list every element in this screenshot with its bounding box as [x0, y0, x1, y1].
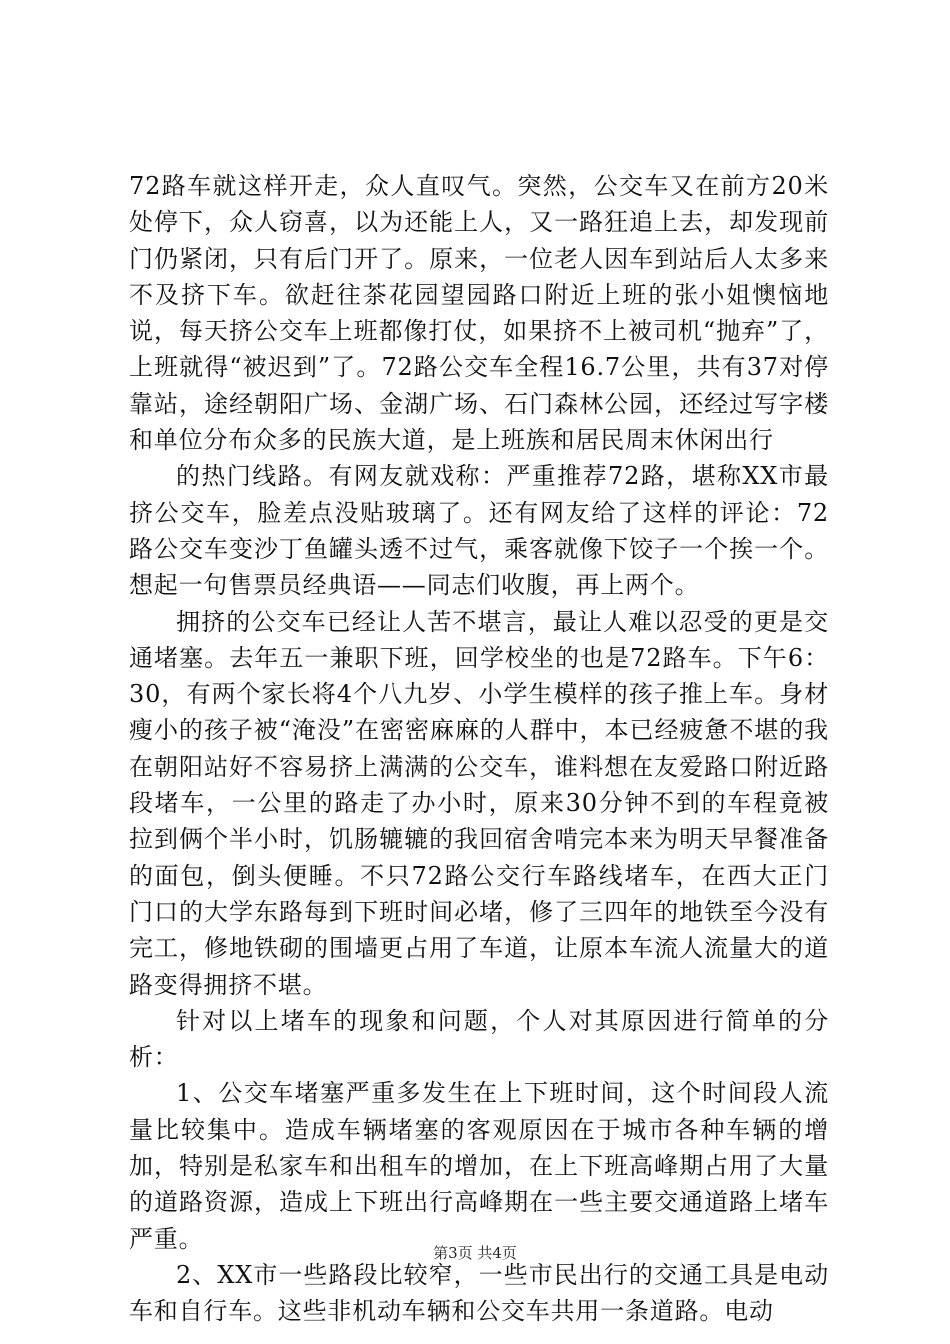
paragraph-6: 2、XX市一些路段比较窄，一些市民出行的交通工具是电动车和自行车。这些非机动车辆和公交车共用一条道路。电动 — [129, 1260, 829, 1326]
paragraph-5: 1、公交车堵塞严重多发生在上下班时间，这个时间段人流量比较集中。造成车辆堵塞的客观原因在于城市各种车辆的增加，特别是私家车和出租车的增加，在上下班高峰期占用了大量的道路资源，造成上下班出行高峰期在一些主要交通道路上堵车严重。 — [129, 1079, 829, 1253]
page-footer: 第3页 共4页 — [433, 1244, 517, 1262]
body-text — [129, 168, 829, 1330]
paragraph-2: 的热门线路。有网友就戏称：严重推荐72路，堪称XX市最挤公交车，脸差点没贴玻璃了。还有网友给了这样的评论：72路公交车变沙丁鱼罐头透不过气，乘客就像下饺子一个挨一个。想起一句售票员经典语——同志们收腹，再上两个。 — [129, 462, 829, 600]
paragraph-3: 拥挤的公交车已经让人苦不堪言，最让人难以忍受的更是交通堵塞。去年五一兼职下班，回学校坐的也是72路车。下午6：30，有两个家长将4个八九岁、小学生模样的孩子推上车。身材瘦小的孩子被“淹没”在密密麻麻的人群中，本已经疲惫不堪的我在朝阳站好不容易挤上满满的公交车，谁料想在友爱路口附近路段堵车，一公里的路走了办小时，原来30分钟不到的车程竟被拉到俩个半小时，饥肠辘辘的我回宿舍啃完本来为明天早餐准备的面包，倒头便睡。不只72路公交行车路线堵车，在西大正门门口的大学东路每到下班时间必堵，修了三四年的地铁至今没有完工，修地铁砌的围墙更占用了车道，让原本车流人流量大的道路变得拥挤不堪。 — [129, 607, 829, 999]
paragraph-1: 72路车就这样开走，众人直叹气。突然，公交车又在前方20米处停下，众人窃喜，以为还能上人，又一路狂追上去，却发现前门仍紧闭，只有后门开了。原来，一位老人因车到站后人太多来不及挤下车。欲赶往茶花园望园路口附近上班的张小姐懊恼地说，每天挤公交车上班都像打仗，如果挤不上被司机“抛弃”了，上班就得“被迟到”了。72路公交车全程16.7公里，共有37对停靠站，途经朝阳广场、金湖广场、石门森林公园，还经过写字楼和单位分布众多的民族大道，是上班族和居民周末休闲出行 — [129, 172, 829, 455]
paragraph-4: 针对以上堵车的现象和问题，个人对其原因进行简单的分析： — [129, 1006, 829, 1072]
